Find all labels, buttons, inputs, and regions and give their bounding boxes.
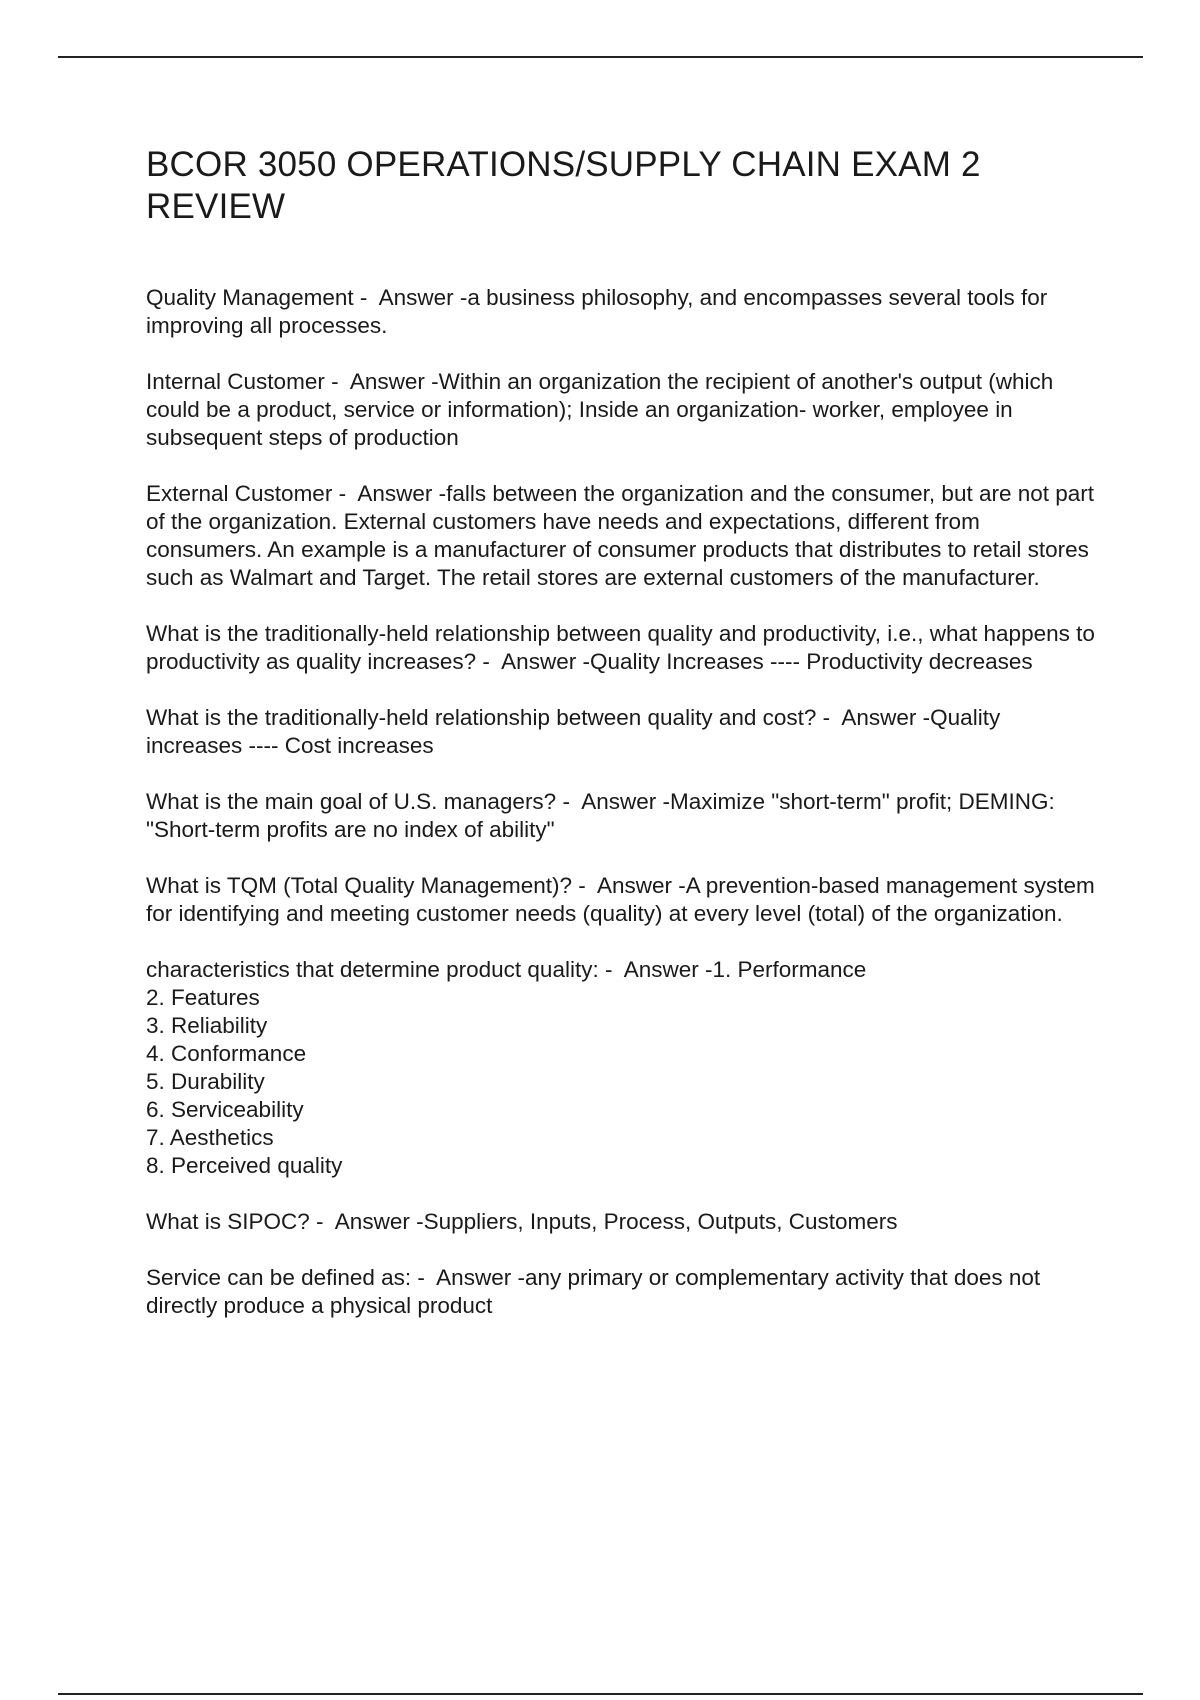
answer-text: Suppliers, Inputs, Process, Outputs, Customers	[423, 1209, 898, 1234]
question-text: Service can be defined as:	[146, 1265, 412, 1290]
answer-text: Quality Increases ---- Productivity decreases	[589, 649, 1033, 674]
question-text: External Customer	[146, 481, 333, 506]
answer-text: any primary or complementary activity that does not directly produce a physical product	[146, 1265, 1041, 1318]
qa-item	[146, 480, 1096, 592]
qa-item	[146, 1264, 1096, 1320]
answer-separator: - Answer -	[598, 957, 713, 982]
answer-separator: - Answer -	[476, 649, 590, 674]
qa-item	[146, 956, 1096, 1180]
qa-item	[146, 284, 1096, 340]
document-title: BCOR 3050 OPERATIONS/SUPPLY CHAIN EXAM 2 REVIEW	[146, 145, 981, 226]
question-text: What is TQM (Total Quality Management)?	[146, 873, 572, 898]
answer-text: Maximize "short-term" profit; DEMING: "Short-term profits are no index of ability"	[146, 789, 1055, 842]
answer-separator: - Answer -	[324, 369, 439, 394]
answer-separator: - Answer -	[556, 789, 670, 814]
qa-item	[146, 1208, 1096, 1236]
bottom-divider	[58, 1693, 1143, 1695]
answer-text: a business philosophy, and encompasses several tools for improving all processes.	[146, 285, 1048, 338]
answer-separator: - Answer -	[332, 481, 447, 506]
answer-text: A prevention-based management system for identifying and meeting customer needs (quality) at every level (total) of the organization.	[146, 873, 1095, 926]
answer-separator: - Answer -	[816, 705, 931, 730]
question-text: Quality Management	[146, 285, 354, 310]
qa-item	[146, 872, 1096, 928]
answer-separator: - Answer -	[411, 1265, 525, 1290]
answer-separator: - Answer -	[571, 873, 686, 898]
qa-item	[146, 368, 1096, 452]
answer-text: Within an organization the recipient of another's output (which could be a product, service or information); Inside an organization- worker, employee in subsequent steps of production	[146, 369, 1054, 450]
question-text: What is the traditionally-held relationship between quality and cost?	[146, 705, 817, 730]
answer-separator: - Answer -	[309, 1209, 424, 1234]
qa-item	[146, 788, 1096, 844]
qa-item	[146, 620, 1096, 676]
question-text: What is SIPOC?	[146, 1209, 310, 1234]
question-text: characteristics that determine product quality:	[146, 957, 599, 982]
question-text: What is the main goal of U.S. managers?	[146, 789, 557, 814]
document-body	[146, 144, 1096, 1348]
question-text: Internal Customer	[146, 369, 325, 394]
answer-text: Quality increases ---- Cost increases	[146, 705, 1001, 758]
top-divider	[58, 56, 1143, 58]
answer-text: falls between the organization and the consumer, but are not part of the organization. External customers have needs and expectations, different from consumers. An example is a manufacturer of consumer products that distributes to retail stores such as Walmart and Target. The retail stores are external customers of the manufacturer.	[146, 481, 1095, 590]
qa-item	[146, 704, 1096, 760]
question-text: What is the traditionally-held relationship between quality and productivity, i.e., what happens to productivity as quality increases?	[146, 621, 1095, 674]
answer-text: 1. Performance 2. Features 3. Reliability 4. Conformance 5. Durability 6. Serviceability 7. Aesthetics 8. Perceived quality	[146, 957, 867, 1178]
answer-separator: - Answer -	[353, 285, 468, 310]
